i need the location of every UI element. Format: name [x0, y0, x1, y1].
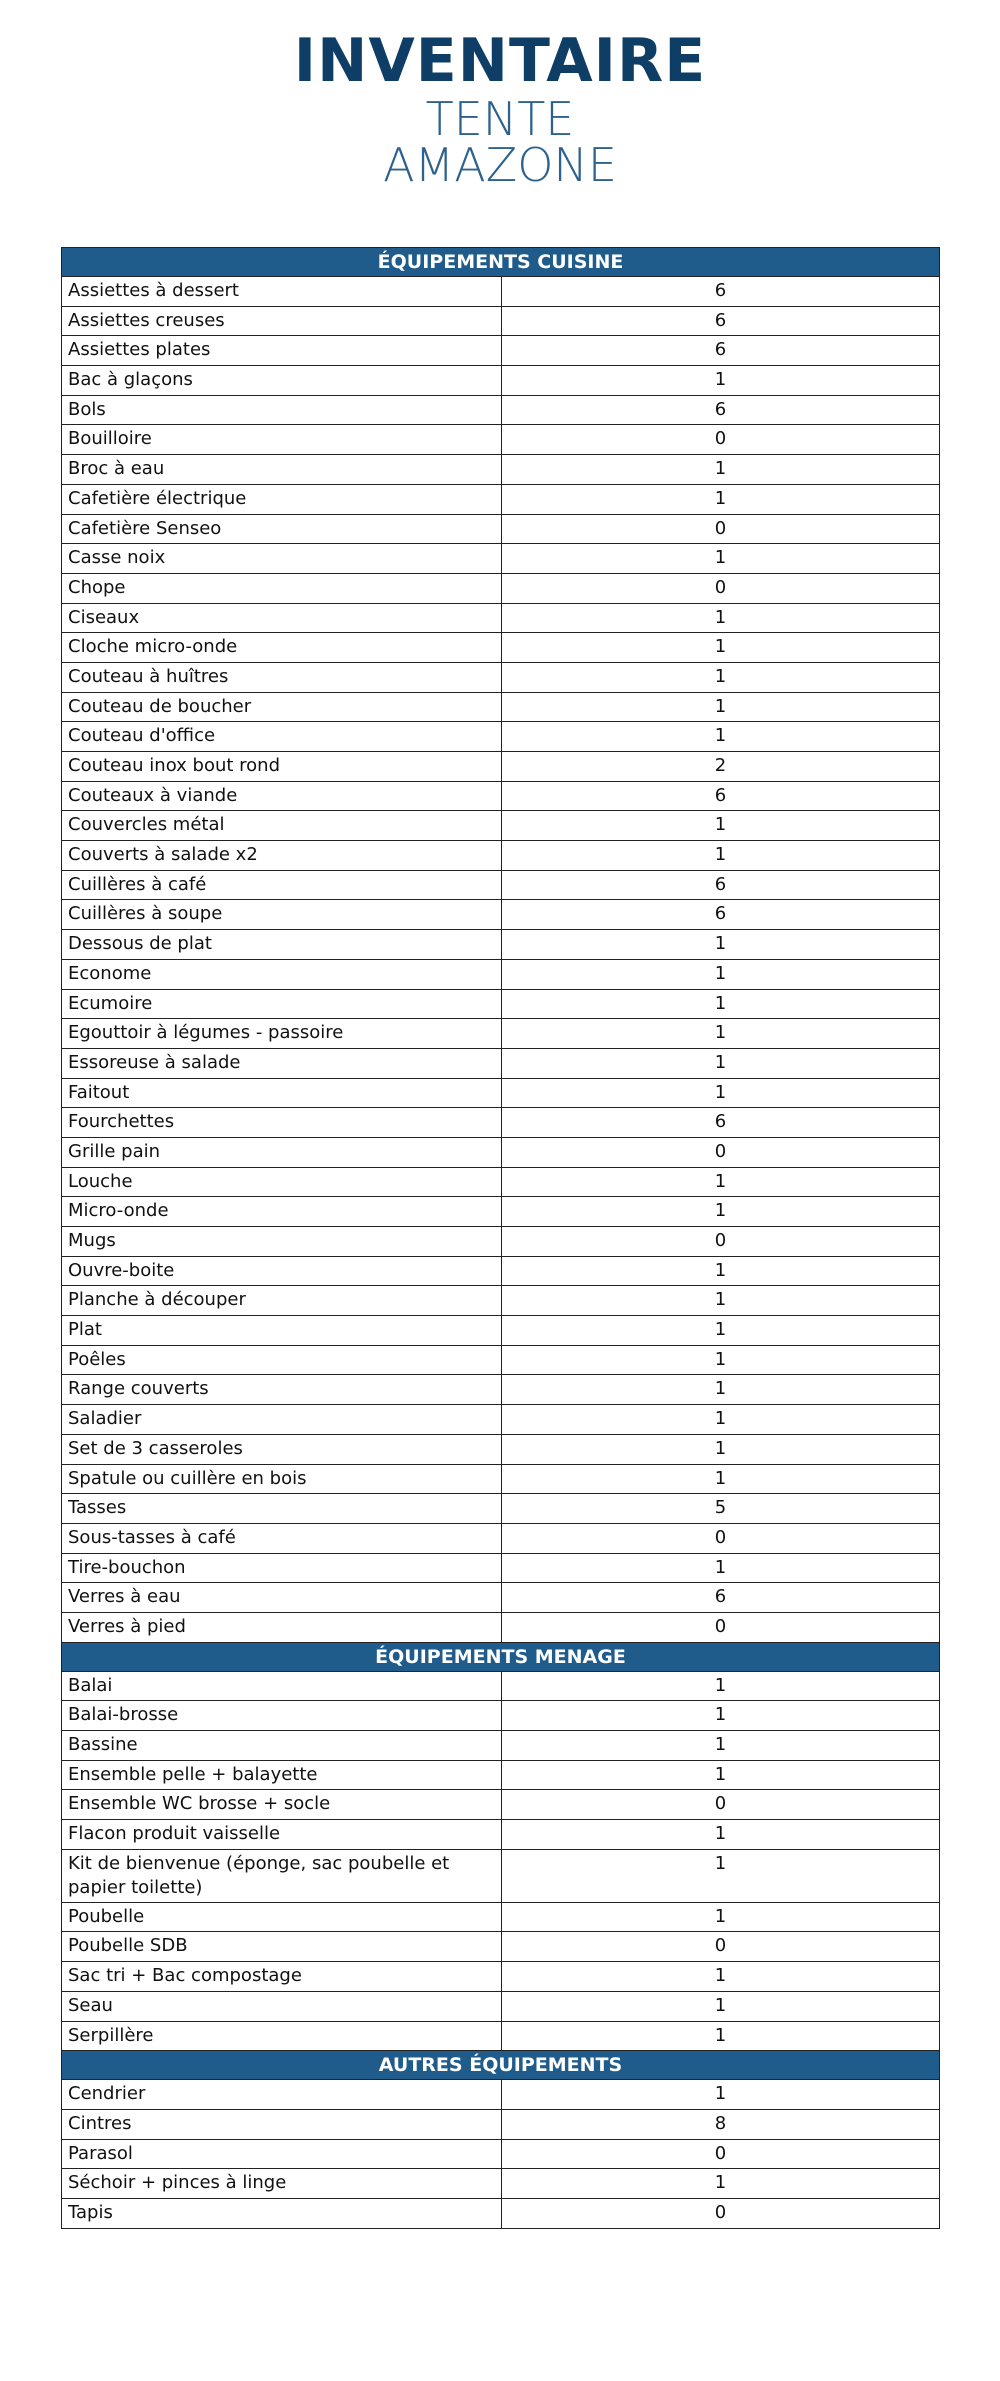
table-row: [62, 573, 940, 603]
item-label: Sac tri + Bac compostage: [62, 1962, 502, 1992]
item-quantity: 1: [502, 455, 940, 485]
item-quantity: 0: [502, 1932, 940, 1962]
item-quantity: 1: [502, 1345, 940, 1375]
item-quantity: 6: [502, 306, 940, 336]
table-row: [62, 2080, 940, 2110]
item-quantity: 0: [502, 1523, 940, 1553]
table-row: [62, 455, 940, 485]
section-header-row: [62, 2051, 940, 2080]
item-label: Parasol: [62, 2139, 502, 2169]
table-row: [62, 306, 940, 336]
item-quantity: 1: [502, 1849, 940, 1902]
table-row: [62, 959, 940, 989]
table-row: [62, 1760, 940, 1790]
item-label: Ecumoire: [62, 989, 502, 1019]
item-label: Planche à découper: [62, 1286, 502, 1316]
table-row: [62, 692, 940, 722]
item-quantity: 1: [502, 811, 940, 841]
item-label: Balai: [62, 1671, 502, 1701]
item-label: Seau: [62, 1991, 502, 2021]
item-quantity: 1: [502, 2080, 940, 2110]
item-quantity: 6: [502, 870, 940, 900]
table-row: [62, 1820, 940, 1850]
item-label: Spatule ou cuillère en bois: [62, 1464, 502, 1494]
item-label: Couteau inox bout rond: [62, 752, 502, 782]
item-quantity: 1: [502, 1731, 940, 1761]
item-label: Econome: [62, 959, 502, 989]
table-row: [62, 900, 940, 930]
table-row: [62, 366, 940, 396]
item-quantity: 1: [502, 2169, 940, 2199]
item-label: Assiettes à dessert: [62, 277, 502, 307]
item-quantity: 1: [502, 544, 940, 574]
item-quantity: 1: [502, 1701, 940, 1731]
table-row: [62, 2139, 940, 2169]
item-label: Cintres: [62, 2109, 502, 2139]
item-label: Louche: [62, 1167, 502, 1197]
item-quantity: 1: [502, 633, 940, 663]
item-label: Bassine: [62, 1731, 502, 1761]
item-quantity: 6: [502, 1583, 940, 1613]
item-quantity: 1: [502, 989, 940, 1019]
table-row: [62, 1464, 940, 1494]
item-label: Set de 3 casseroles: [62, 1434, 502, 1464]
item-label: Assiettes creuses: [62, 306, 502, 336]
item-quantity: 0: [502, 1612, 940, 1642]
item-quantity: 1: [502, 1048, 940, 1078]
page-subtitle-line1: TENTE: [425, 92, 575, 146]
item-label: Tasses: [62, 1494, 502, 1524]
table-row: [62, 2169, 940, 2199]
item-label: Couteaux à viande: [62, 781, 502, 811]
table-row: [62, 603, 940, 633]
table-row: [62, 781, 940, 811]
item-quantity: 2: [502, 752, 940, 782]
table-row: [62, 1731, 940, 1761]
table-row: [62, 1553, 940, 1583]
item-label: Couverts à salade x2: [62, 841, 502, 871]
table-row: [62, 1375, 940, 1405]
item-quantity: 1: [502, 1464, 940, 1494]
table-row: [62, 752, 940, 782]
item-quantity: 1: [502, 1991, 940, 2021]
item-label: Verres à eau: [62, 1583, 502, 1613]
table-row: [62, 2021, 940, 2051]
table-row: [62, 1227, 940, 1257]
item-quantity: 0: [502, 1227, 940, 1257]
item-label: Faitout: [62, 1078, 502, 1108]
table-row: [62, 1434, 940, 1464]
item-label: Couteau de boucher: [62, 692, 502, 722]
item-quantity: 1: [502, 692, 940, 722]
inventory-table-body: [62, 248, 940, 2229]
item-label: Tapis: [62, 2198, 502, 2228]
table-row: [62, 1048, 940, 1078]
item-quantity: 1: [502, 1078, 940, 1108]
item-quantity: 1: [502, 662, 940, 692]
item-quantity: 1: [502, 959, 940, 989]
item-quantity: 1: [502, 1902, 940, 1932]
item-quantity: 0: [502, 1790, 940, 1820]
table-row: [62, 1849, 940, 1902]
table-row: [62, 514, 940, 544]
item-label: Serpillère: [62, 2021, 502, 2051]
item-label: Ciseaux: [62, 603, 502, 633]
item-quantity: 1: [502, 366, 940, 396]
table-row: [62, 633, 940, 663]
item-label: Cuillères à café: [62, 870, 502, 900]
item-label: Couteau d'office: [62, 722, 502, 752]
item-quantity: 1: [502, 1553, 940, 1583]
item-label: Séchoir + pinces à linge: [62, 2169, 502, 2199]
item-label: Bouilloire: [62, 425, 502, 455]
table-row: [62, 395, 940, 425]
item-label: Bac à glaçons: [62, 366, 502, 396]
table-row: [62, 1494, 940, 1524]
item-label: Saladier: [62, 1405, 502, 1435]
item-quantity: 1: [502, 1167, 940, 1197]
table-row: [62, 484, 940, 514]
item-label: Couvercles métal: [62, 811, 502, 841]
table-row: [62, 1137, 940, 1167]
table-row: [62, 1286, 940, 1316]
item-label: Cafetière Senseo: [62, 514, 502, 544]
page-title: INVENTAIRE: [293, 26, 707, 96]
item-quantity: 8: [502, 2109, 940, 2139]
item-label: Sous-tasses à café: [62, 1523, 502, 1553]
item-quantity: 1: [502, 1316, 940, 1346]
item-quantity: 1: [502, 1760, 940, 1790]
table-row: [62, 1256, 940, 1286]
item-label: Ensemble WC brosse + socle: [62, 1790, 502, 1820]
item-label: Poêles: [62, 1345, 502, 1375]
item-quantity: 1: [502, 2021, 940, 2051]
item-label: Mugs: [62, 1227, 502, 1257]
item-quantity: 6: [502, 900, 940, 930]
item-quantity: 1: [502, 484, 940, 514]
item-quantity: 1: [502, 722, 940, 752]
table-row: [62, 1962, 940, 1992]
table-row: [62, 544, 940, 574]
item-label: Micro-onde: [62, 1197, 502, 1227]
table-row: [62, 1108, 940, 1138]
section-title: AUTRES ÉQUIPEMENTS: [62, 2051, 940, 2080]
table-row: [62, 1167, 940, 1197]
item-label: Couteau à huîtres: [62, 662, 502, 692]
table-row: [62, 1790, 940, 1820]
item-label: Grille pain: [62, 1137, 502, 1167]
item-label: Assiettes plates: [62, 336, 502, 366]
item-quantity: 6: [502, 781, 940, 811]
section-header-row: [62, 248, 940, 277]
table-row: [62, 425, 940, 455]
table-row: [62, 841, 940, 871]
item-quantity: 1: [502, 1256, 940, 1286]
item-label: Egouttoir à légumes - passoire: [62, 1019, 502, 1049]
inventory-table: [61, 247, 940, 2229]
item-quantity: 1: [502, 1671, 940, 1701]
item-label: Plat: [62, 1316, 502, 1346]
item-label: Chope: [62, 573, 502, 603]
table-row: [62, 989, 940, 1019]
item-quantity: 0: [502, 514, 940, 544]
table-row: [62, 1612, 940, 1642]
item-label: Cendrier: [62, 2080, 502, 2110]
item-quantity: 1: [502, 1197, 940, 1227]
page-subtitle-line2: AMAZONE: [383, 138, 617, 192]
item-label: Dessous de plat: [62, 930, 502, 960]
table-row: [62, 1523, 940, 1553]
item-quantity: 1: [502, 1375, 940, 1405]
table-row: [62, 2109, 940, 2139]
item-quantity: 1: [502, 603, 940, 633]
item-quantity: 6: [502, 277, 940, 307]
item-label: Cuillères à soupe: [62, 900, 502, 930]
item-label: Casse noix: [62, 544, 502, 574]
table-row: [62, 1902, 940, 1932]
item-label: Bols: [62, 395, 502, 425]
item-quantity: 0: [502, 425, 940, 455]
table-row: [62, 722, 940, 752]
item-quantity: 1: [502, 1820, 940, 1850]
table-row: [62, 930, 940, 960]
table-row: [62, 1991, 940, 2021]
item-label: Cloche micro-onde: [62, 633, 502, 663]
table-row: [62, 1701, 940, 1731]
item-label: Fourchettes: [62, 1108, 502, 1138]
section-title: ÉQUIPEMENTS MENAGE: [62, 1642, 940, 1671]
table-row: [62, 2198, 940, 2228]
item-label: Kit de bienvenue (éponge, sac poubelle et papier toilette): [62, 1849, 502, 1902]
item-quantity: 1: [502, 930, 940, 960]
item-label: Ouvre-boite: [62, 1256, 502, 1286]
item-quantity: 6: [502, 395, 940, 425]
item-quantity: 6: [502, 336, 940, 366]
item-quantity: 1: [502, 1405, 940, 1435]
table-row: [62, 336, 940, 366]
item-quantity: 5: [502, 1494, 940, 1524]
table-row: [62, 1316, 940, 1346]
item-quantity: 0: [502, 573, 940, 603]
table-row: [62, 811, 940, 841]
section-header-row: [62, 1642, 940, 1671]
item-quantity: 6: [502, 1108, 940, 1138]
item-quantity: 1: [502, 1286, 940, 1316]
item-label: Ensemble pelle + balayette: [62, 1760, 502, 1790]
table-row: [62, 870, 940, 900]
item-quantity: 0: [502, 1137, 940, 1167]
item-label: Tire-bouchon: [62, 1553, 502, 1583]
table-row: [62, 1405, 940, 1435]
item-quantity: 1: [502, 1962, 940, 1992]
table-row: [62, 1197, 940, 1227]
table-row: [62, 1078, 940, 1108]
item-label: Balai-brosse: [62, 1701, 502, 1731]
item-label: Flacon produit vaisselle: [62, 1820, 502, 1850]
item-label: Verres à pied: [62, 1612, 502, 1642]
table-row: [62, 662, 940, 692]
page-header: [0, 0, 1000, 214]
item-label: Broc à eau: [62, 455, 502, 485]
item-quantity: 1: [502, 841, 940, 871]
item-quantity: 0: [502, 2198, 940, 2228]
section-title: ÉQUIPEMENTS CUISINE: [62, 248, 940, 277]
item-label: Range couverts: [62, 1375, 502, 1405]
table-row: [62, 1932, 940, 1962]
table-row: [62, 1671, 940, 1701]
item-quantity: 1: [502, 1019, 940, 1049]
table-row: [62, 277, 940, 307]
item-quantity: 0: [502, 2139, 940, 2169]
item-quantity: 1: [502, 1434, 940, 1464]
item-label: Poubelle: [62, 1902, 502, 1932]
table-row: [62, 1345, 940, 1375]
item-label: Essoreuse à salade: [62, 1048, 502, 1078]
table-row: [62, 1583, 940, 1613]
item-label: Cafetière électrique: [62, 484, 502, 514]
table-row: [62, 1019, 940, 1049]
item-label: Poubelle SDB: [62, 1932, 502, 1962]
